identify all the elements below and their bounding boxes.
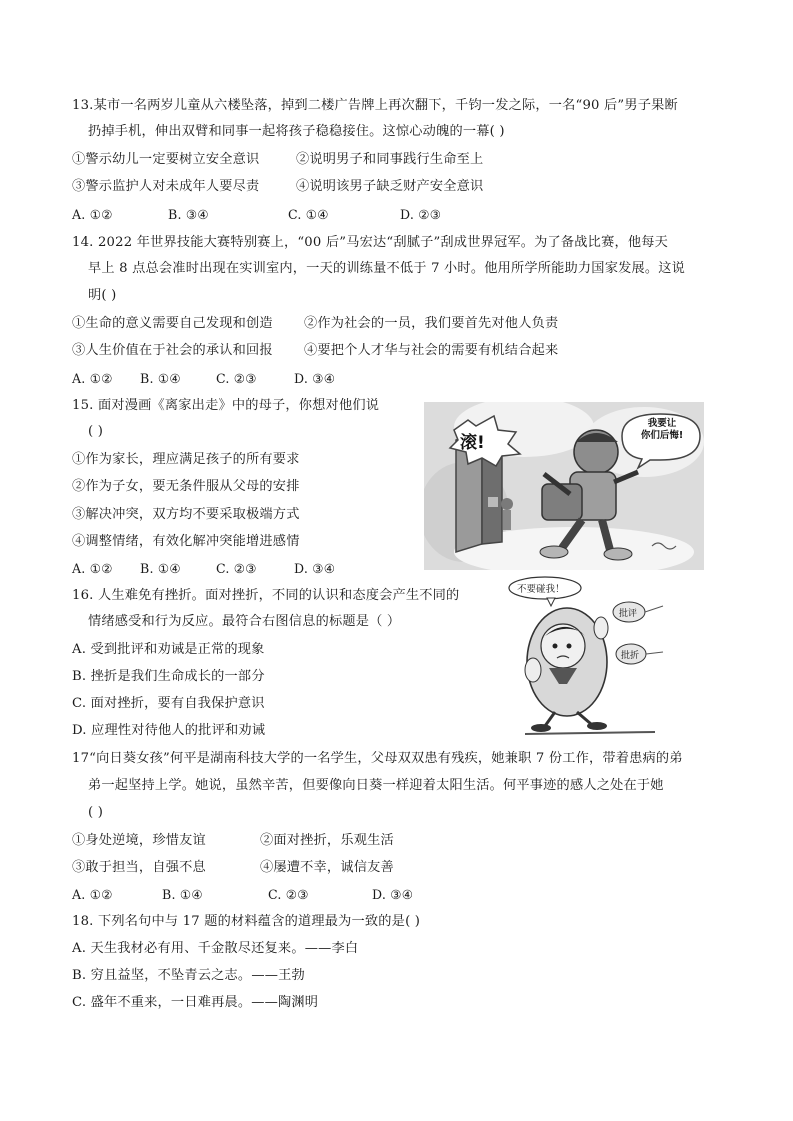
q17-option-a: A. ①② bbox=[72, 887, 113, 902]
cartoon-speech-line2: 你们后悔! bbox=[640, 430, 684, 441]
q13-stem-line1: 13.某市一名两岁儿童从六楼坠落，掉到二楼广告牌上再次翻下，千钧一发之际，一名“90 后”男子果断 bbox=[72, 98, 678, 113]
cartoon-speech-text bbox=[630, 418, 694, 442]
q13-statement-1: ①警示幼儿一定要树立安全意识 bbox=[72, 152, 260, 167]
q14-stem-line3: 明( ) bbox=[88, 288, 117, 303]
q17-stem-line2: 弟一起坚持上学。她说，虽然辛苦，但要像向日葵一样迎着太阳生活。何平事迹的感人之处在于她 bbox=[88, 778, 664, 793]
q17-statement-1: ①身处逆境，珍惜友谊 bbox=[72, 833, 206, 848]
egg-boy-tag1-text: 批评 bbox=[619, 609, 638, 619]
q13-option-c: C. ①④ bbox=[288, 207, 329, 222]
q16-option-d: D. 应理性对待他人的批评和劝诫 bbox=[72, 723, 266, 738]
q17-statement-2: ②面对挫折，乐观生活 bbox=[260, 833, 394, 848]
q17-option-d: D. ③④ bbox=[372, 887, 414, 902]
q15-statement-3: ③解决冲突，双方均不要采取极端方式 bbox=[72, 507, 300, 522]
runaway-cartoon bbox=[424, 402, 704, 570]
q18-option-c: C. 盛年不重来，一日难再晨。——陶渊明 bbox=[72, 995, 319, 1010]
q15-stem-line2: ( ) bbox=[88, 424, 104, 439]
q13-statement-3: ③警示监护人对未成年人要尽责 bbox=[72, 179, 260, 194]
q15-option-d: D. ③④ bbox=[294, 561, 336, 576]
q13-option-a: A. ①② bbox=[72, 207, 113, 222]
egg-boy-speech-text: 不要碰我！ bbox=[517, 584, 565, 595]
q18-stem: 18. 下列名句中与 17 题的材料蕴含的道理最为一致的是( ) bbox=[72, 914, 421, 929]
q15-option-a: A. ①② bbox=[72, 561, 113, 576]
cartoon-shout-text: 滚! bbox=[460, 433, 485, 453]
q14-statement-3: ③人生价值在于社会的承认和回报 bbox=[72, 343, 273, 358]
q13-statement-2: ②说明男子和同事践行生命至上 bbox=[296, 152, 484, 167]
q13-stem-line2: 扔掉手机，伸出双臂和同事一起将孩子稳稳接住。这惊心动魄的一幕( ) bbox=[88, 124, 505, 139]
q14-option-b: B. ①④ bbox=[140, 371, 181, 386]
egg-boy-cartoon bbox=[505, 574, 667, 736]
q17-stem-line3: ( ) bbox=[88, 805, 104, 820]
q14-option-c: C. ②③ bbox=[216, 371, 257, 386]
q13-option-b: B. ③④ bbox=[168, 207, 209, 222]
egg-boy-tag2-text: 批折 bbox=[621, 651, 640, 661]
q18-option-a: A. 天生我材必有用、千金散尽还复来。——李白 bbox=[72, 941, 359, 956]
q15-stem-line1: 15. 面对漫画《离家出走》中的母子，你想对他们说 bbox=[72, 398, 380, 413]
q14-statement-4: ④要把个人才华与社会的需要有机结合起来 bbox=[304, 343, 559, 358]
q18-option-b: B. 穷且益坚，不坠青云之志。——王勃 bbox=[72, 968, 305, 983]
q14-stem-line2: 早上 8 点总会准时出现在实训室内，一天的训练量不低于 7 小时。他用所学所能助力国家发展。这说 bbox=[88, 261, 686, 276]
q16-option-c: C. 面对挫折，要有自我保护意识 bbox=[72, 696, 265, 711]
q16-stem-line2: 情绪感受和行为反应。最符合右图信息的标题是（ ） bbox=[88, 614, 401, 629]
q17-stem-line1: 17“向日葵女孩”何平是湖南科技大学的一名学生，父母双双患有残疾，她兼职 7 份工作，带着患病的弟 bbox=[72, 751, 683, 766]
q15-option-b: B. ①④ bbox=[140, 561, 181, 576]
q14-stem-line1: 14. 2022 年世界技能大赛特别赛上，“00 后”马宏达“刮腻子”刮成世界冠军。为了备战比赛，他每天 bbox=[72, 235, 669, 250]
q17-option-b: B. ①④ bbox=[162, 887, 203, 902]
q16-option-b: B. 挫折是我们生命成长的一部分 bbox=[72, 669, 265, 684]
q17-statement-4: ④屡遭不幸，诚信友善 bbox=[260, 860, 394, 875]
q16-stem-line1: 16. 人生难免有挫折。面对挫折，不同的认识和态度会产生不同的 bbox=[72, 588, 460, 603]
q14-option-a: A. ①② bbox=[72, 371, 113, 386]
q16-option-a: A. 受到批评和劝诫是正常的现象 bbox=[72, 642, 265, 657]
cartoon-speech-line1: 我要让 bbox=[647, 418, 677, 429]
egg-boy-drawing bbox=[505, 574, 667, 736]
q14-statement-1: ①生命的意义需要自己发现和创造 bbox=[72, 316, 273, 331]
q14-option-d: D. ③④ bbox=[294, 371, 336, 386]
q15-option-c: C. ②③ bbox=[216, 561, 257, 576]
q13-option-d: D. ②③ bbox=[400, 207, 442, 222]
q13-statement-4: ④说明该男子缺乏财产安全意识 bbox=[296, 179, 484, 194]
q17-statement-3: ③敢于担当，自强不息 bbox=[72, 860, 206, 875]
q17-option-c: C. ②③ bbox=[268, 887, 309, 902]
q15-statement-4: ④调整情绪，有效化解冲突能增进感情 bbox=[72, 534, 300, 549]
q15-statement-2: ②作为子女，要无条件服从父母的安排 bbox=[72, 479, 300, 494]
q15-statement-1: ①作为家长，理应满足孩子的所有要求 bbox=[72, 452, 300, 467]
q14-statement-2: ②作为社会的一员，我们要首先对他人负责 bbox=[304, 316, 559, 331]
